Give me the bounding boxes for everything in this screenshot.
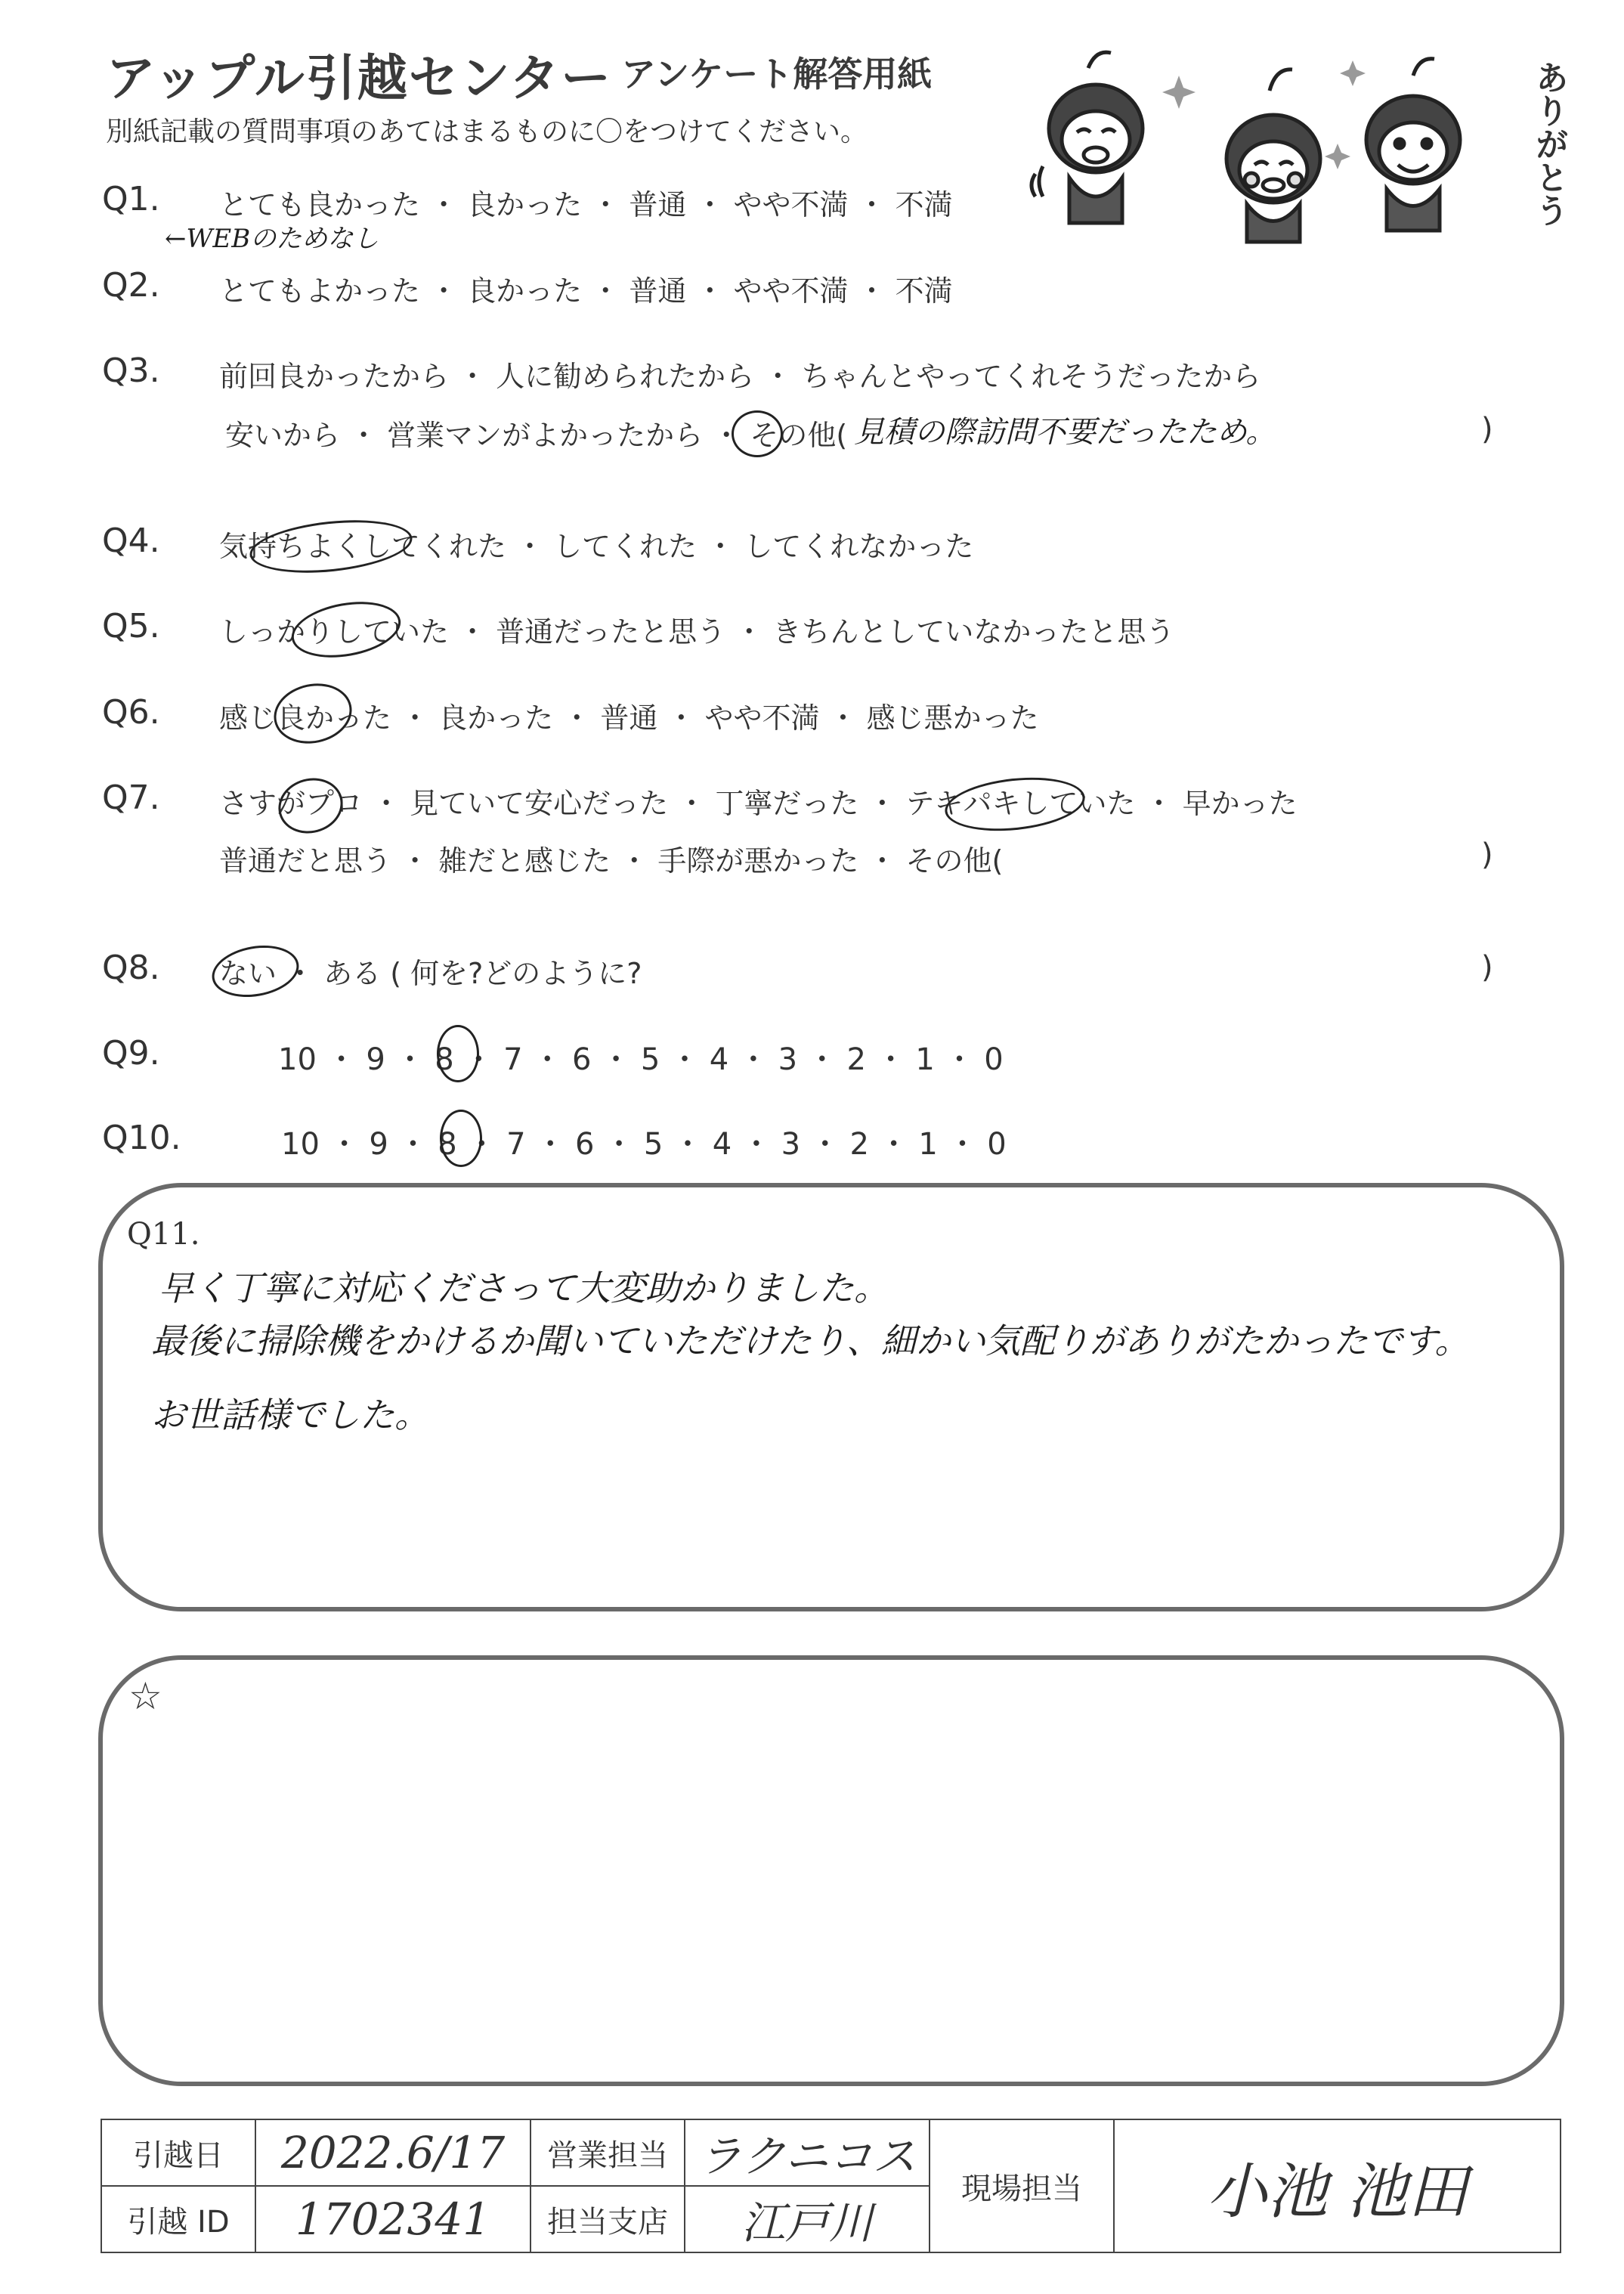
q1-handwritten-note: ←WEBのためなし [165, 224, 379, 254]
q4-options: 気持ちよくしてくれた ・ してくれた ・ してくれなかった [219, 530, 974, 563]
q3-options-line2: 安いから ・ 営業マンがよかったから ・ その他( [225, 419, 848, 452]
q6-selection-circle [268, 676, 357, 751]
monkey-mascots-icon [1028, 45, 1519, 249]
q11-comment-line-1: 早く丁寧に対応くださって大変助かりました。 [159, 1268, 889, 1308]
sales-rep-label: 営業担当 [531, 2119, 685, 2186]
q3-close-paren: ) [1481, 412, 1493, 447]
q3-selection-circle [732, 410, 783, 457]
q8-selection-circle [208, 939, 303, 1003]
instruction-text: 別紙記載の質問事項のあてはまるものに〇をつけてください。 [106, 116, 868, 147]
q7-options-line1: さすがプロ ・ 見ていて安心だった ・ 丁寧だった ・ テキパキしていた ・ 早かった [219, 787, 1298, 820]
q10-selection-circle [440, 1110, 482, 1167]
q7-close-paren: ) [1481, 837, 1493, 872]
q9-scale: 10 ・ 9 ・ 8 ・ 7 ・ 6 ・ 5 ・ 4 ・ 3 ・ 2 ・ 1 ・ 0 [278, 1042, 1004, 1077]
form-subtitle: アンケート解答用紙 [621, 54, 933, 94]
form-title: アップル引越センター [106, 49, 613, 107]
q8-options: ない ・ ある ( 何を?どのように? [219, 957, 642, 990]
q5-label: Q5. [102, 607, 160, 645]
q3-handwritten-answer: 見積の際訪問不要だったため。 [854, 415, 1276, 450]
site-staff-value: 小池 池田 [1114, 2119, 1561, 2252]
move-id-value: 1702341 [255, 2186, 531, 2252]
q11-comment-line-3: お世話様でした。 [151, 1395, 429, 1435]
branch-label: 担当支店 [531, 2186, 685, 2252]
q9-label: Q9. [102, 1034, 160, 1073]
q6-label: Q6. [102, 693, 160, 732]
q8-label: Q8. [102, 949, 160, 987]
q3-label: Q3. [102, 351, 160, 390]
q1-label: Q1. [102, 180, 160, 218]
site-staff-label: 現場担当 [930, 2119, 1114, 2252]
q1-options: とても良かった ・ 良かった ・ 普通 ・ やや不満 ・ 不満 [219, 188, 953, 221]
q2-options: とてもよかった ・ 良かった ・ 普通 ・ やや不満 ・ 不満 [219, 274, 953, 308]
move-info-table [101, 2119, 1561, 2253]
q10-scale: 10 ・ 9 ・ 8 ・ 7 ・ 6 ・ 5 ・ 4 ・ 3 ・ 2 ・ 1 ・ 0 [281, 1127, 1007, 1162]
branch-value: 江戸川 [685, 2186, 930, 2252]
q3-options-line1: 前回良かったから ・ 人に勧められたから ・ ちゃんとやってくれそうだったから [219, 360, 1261, 393]
q11-comment-line-2: 最後に掃除機をかけるか聞いていただけたり、細かい気配りがありがたかったです。 [151, 1320, 1470, 1361]
q2-label: Q2. [102, 266, 160, 305]
sales-rep-value: ラクニコス [685, 2119, 930, 2186]
thanks-vertical-text: ありがとう [1530, 60, 1568, 227]
q7-options-line2: 普通だと思う ・ 雑だと感じた ・ 手際が悪かった ・ その他( [219, 844, 1004, 878]
q7-label: Q7. [102, 779, 160, 817]
move-id-label: 引越 ID [101, 2186, 255, 2252]
mascot-illustration [1028, 45, 1519, 249]
star-icon: ☆ [128, 1674, 162, 1718]
q5-selection-circle [287, 594, 405, 665]
move-date-label: 引越日 [101, 2119, 255, 2186]
free-comment-box [98, 1655, 1564, 2086]
q4-label: Q4. [102, 522, 160, 560]
q10-label: Q10. [102, 1119, 181, 1157]
q11-label: Q11. [127, 1217, 200, 1252]
move-date-value: 2022.6/17 [255, 2119, 531, 2186]
q5-options: しっかりしていた ・ 普通だったと思う ・ きちんとしていなかったと思う [219, 615, 1175, 649]
q8-close-paren: ) [1481, 950, 1493, 985]
q9-selection-circle [437, 1025, 479, 1082]
q6-options: 感じ良かった ・ 良かった ・ 普通 ・ やや不満 ・ 感じ悪かった [219, 701, 1039, 735]
